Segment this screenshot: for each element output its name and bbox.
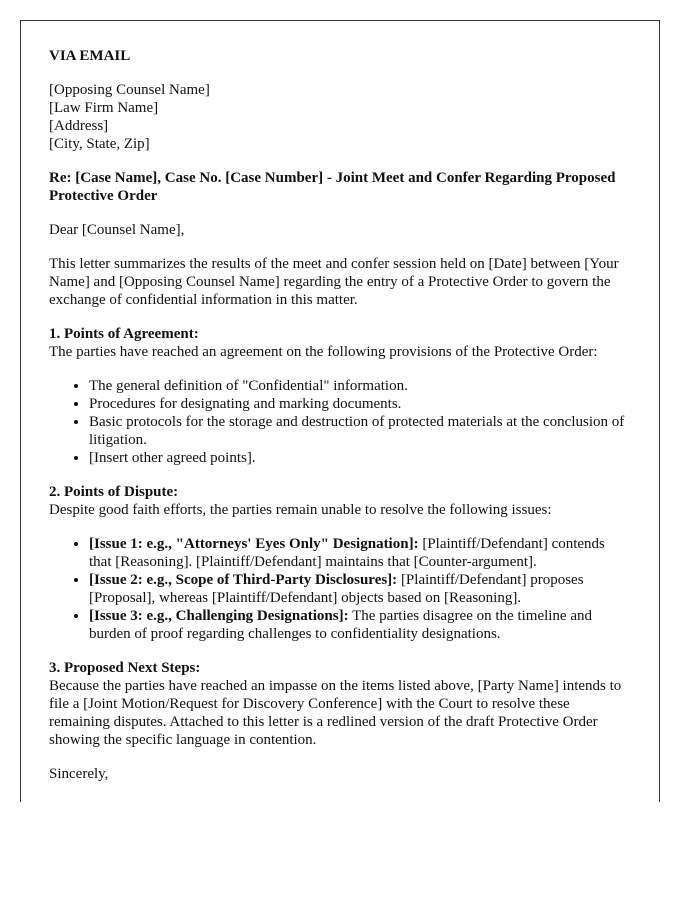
recipient-name: [Opposing Counsel Name]	[49, 82, 210, 98]
section-next-steps-text: Because the parties have reached an impasse on the items listed above, [Party Name] intends to file a [Joint Motion/Request for Discovery Conference] with the Court to resolve these remaining disputes. Attached to this letter is a redlined version of the draft Protective Order showing the specific language in contention.	[49, 678, 622, 748]
section-dispute-heading: 2. Points of Dispute:	[49, 484, 179, 500]
recipient-city-state-zip: [City, State, Zip]	[49, 136, 150, 152]
list-item	[89, 607, 631, 643]
issue-text: [Plaintiff/Defendant] contends that [Reasoning]. [Plaintiff/Defendant] maintains that [Counter-argument].	[89, 536, 605, 570]
section-dispute	[49, 483, 631, 519]
list-item	[89, 571, 631, 607]
section-next-steps-heading: 3. Proposed Next Steps:	[49, 660, 201, 676]
issue-label: [Issue 3: e.g., Challenging Designations]:	[89, 608, 349, 624]
agreement-list	[49, 377, 631, 467]
recipient-address: [Address]	[49, 118, 109, 134]
letter-page	[20, 20, 660, 802]
list-item: • The general definition of "Confidential" information.	[89, 377, 631, 395]
list-item	[89, 535, 631, 571]
issue-text: The parties disagree on the timeline and burden of proof regarding challenges to confidentiality designations.	[89, 608, 593, 642]
salutation: Dear [Counsel Name],	[49, 222, 185, 238]
list-item: • Basic protocols for the storage and destruction of protected materials at the conclusion of litigation.	[89, 413, 631, 449]
recipient-address-block	[49, 81, 631, 153]
intro-paragraph: This letter summarizes the results of the meet and confer session held on [Date] between [Your Name] and [Opposing Counsel Name] regarding the entry of a Protective Order to govern the exchange of confidential information in this matter.	[49, 256, 619, 308]
closing: Sincerely,	[49, 766, 109, 782]
list-item: • Procedures for designating and marking documents.	[89, 395, 631, 413]
subject-line: Re: [Case Name], Case No. [Case Number] - Joint Meet and Confer Regarding Proposed Protective Order	[49, 170, 616, 204]
section-next-steps	[49, 659, 631, 749]
list-item: • [Insert other agreed points].	[89, 449, 631, 467]
delivery-method: VIA EMAIL	[49, 48, 131, 64]
issue-label: [Issue 1: e.g., "Attorneys' Eyes Only" Designation]:	[89, 536, 419, 552]
section-dispute-text: Despite good faith efforts, the parties remain unable to resolve the following issues:	[49, 502, 552, 518]
section-agreement-text: The parties have reached an agreement on the following provisions of the Protective Order:	[49, 344, 598, 360]
issue-text: [Plaintiff/Defendant] proposes [Proposal], whereas [Plaintiff/Defendant] objects based on [Reasoning].	[89, 572, 584, 606]
issue-label: [Issue 2: e.g., Scope of Third-Party Disclosures]:	[89, 572, 398, 588]
recipient-firm: [Law Firm Name]	[49, 100, 159, 116]
section-agreement	[49, 325, 631, 361]
dispute-list	[49, 535, 631, 643]
section-agreement-heading: 1. Points of Agreement:	[49, 326, 199, 342]
